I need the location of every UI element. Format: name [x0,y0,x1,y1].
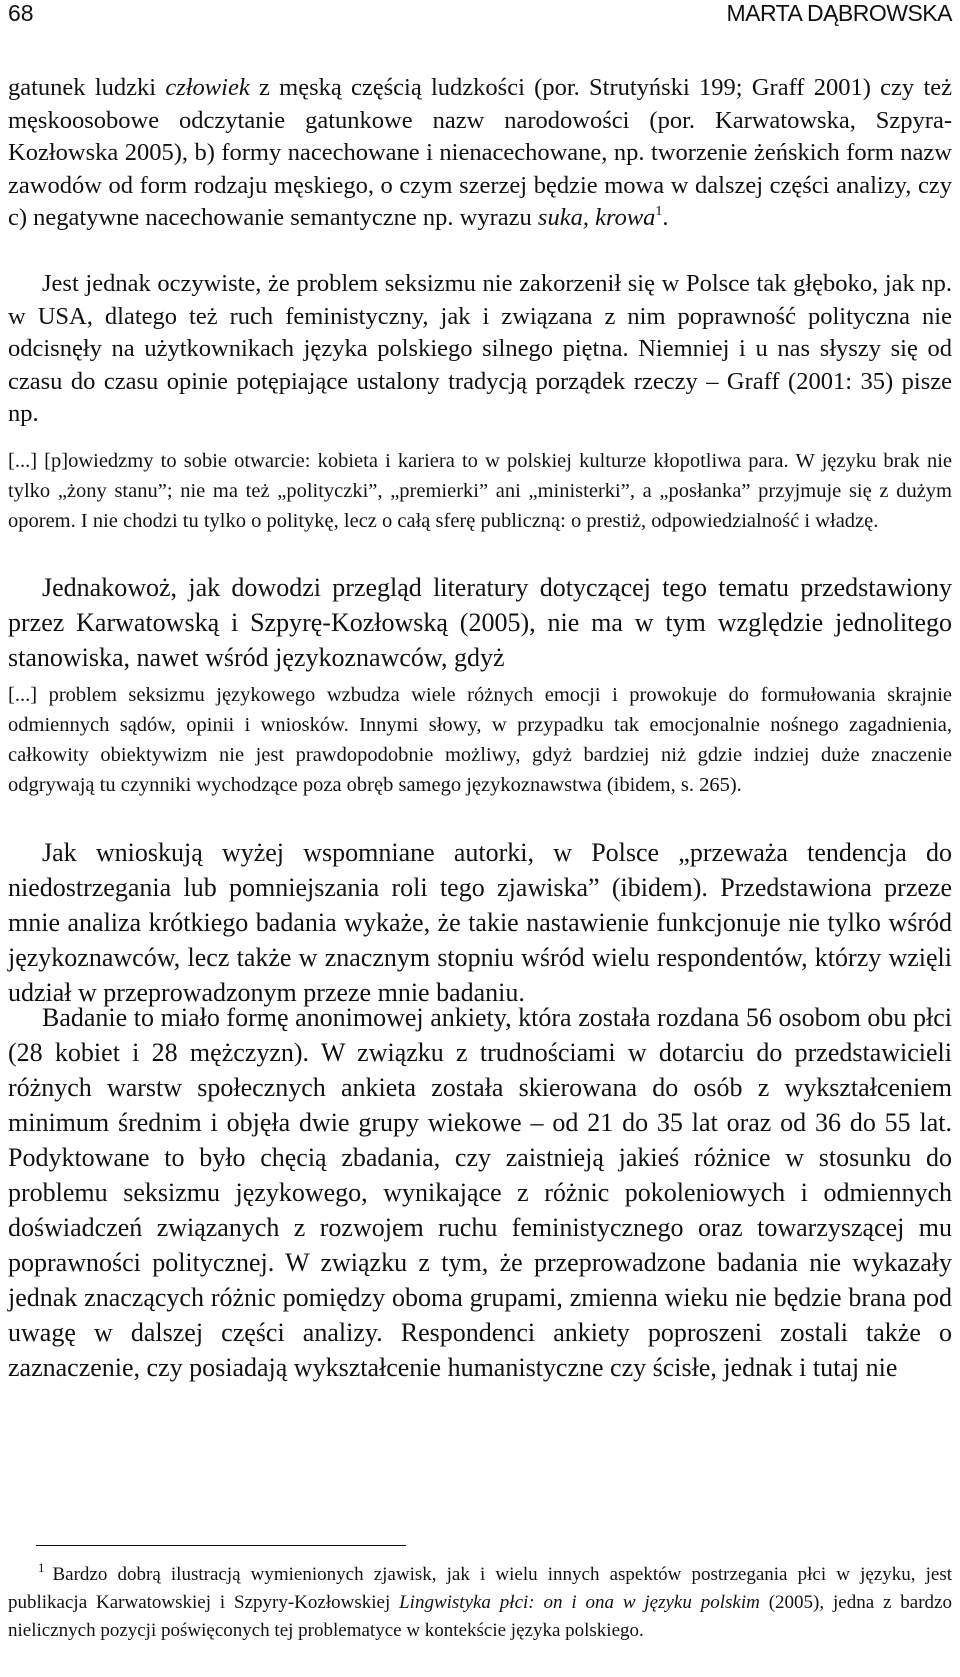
footnote-text-b: (2005), jedna z bardzo nielicznych pozycji poświęconych tej problematyce w kontekście języka polskiego. [8,1592,952,1641]
paragraph-1-italic-term: człowiek [165,74,250,101]
footnote-italic-title: Lingwistyka płci: on i ona w języku polskim [399,1592,760,1613]
paragraph-1-italic-examples: suka, krowa [537,204,656,231]
paragraph-4: Jak wnioskują wyżej wspomniane autorki, w Polsce „przeważa tendencja do niedostrzegania lub pomniejszania roli tego zjawiska” (ibidem). Przedstawiona przeze mnie analiza krótkiego badania wykaże, że takie nastawienie funkcjonuje nie tylko wśród językoznawców, lecz także w znacznym stopniu wśród wielu respondentów, którzy wzięli udział w przeprowadzonym przeze mnie badaniu. [8,838,952,1007]
paragraph-5: Badanie to miało formę anonimowej ankiety, która została rozdana 56 osobom obu płci (28 kobiet i 28 mężczyzn). W związku z trudnościami w dotarciu do przedstawicieli różnych warstw społecznych ankieta została skierowana do osób z wykształceniem minimum średnim i objęła dwie grupy wiekowe – od 21 do 35 lat oraz od 36 do 55 lat. Podyktowane to było chęcią zbadania, czy zaistnieją jakieś różnice w stosunku do problemu seksizmu językowego, wynikające z różnic pokoleniowych i odmiennych doświadczeń związanych z rozwojem ruchu feministycznego oraz towarzyszącej mu poprawności politycznej. W związku z tym, że przeprowadzone badania nie wykazały jednak znaczących różnic pomiędzy oboma grupami, zmienna wieku nie będzie brana pod uwagę w dalszej części analizy. Respondenci ankiety poproszeni zostali także o zaznaczenie, czy posiadają wykształcenie humanistyczne czy ścisłe, jednak i tutaj nie [8,1003,952,1382]
footnote-1 [8,1561,952,1645]
block-quote-1: [...] [p]owiedzmy to sobie otwarcie: kobieta i kariera to w polskiej kulturze kłopotliwa para. W języku brak nie tylko „żony stanu”; nie ma też „polityczki”, „premierki” ani „ministerki”, a „posłanka” przyjmuje się z dużym oporem. I nie chodzi tu tylko o politykę, lecz o całą sferę publiczną: o prestiż, odpowiedzialność i władzę. [8,450,952,532]
running-head [8,0,952,34]
paragraph-1-text-b: z męską częścią ludzkości (por. Strutyński 199; Graff 2001) czy też męskoosobowe odczytanie gatunkowe nazw narodowości (por. Karwatowska, Szpyra-Kozłowska 2005), b) formy nacechowane i nienacechowane, np. tworzenie żeńskich form nazw zawodów od form rodzaju męskiego, o czym szerzej będzie mowa w dalszej części analizy, czy c) negatywne nacechowanie semantyczne np. wyrazu [8,74,952,231]
author-name: MARTA DĄBROWSKA [726,0,952,26]
footnote-divider [36,1545,406,1546]
paragraph-3: Jednakowoż, jak dowodzi przegląd literatury dotyczącej tego tematu przedstawiony przez Karwatowską i Szpyrę-Kozłowską (2005), nie ma w tym względzie jednolitego stanowiska, nawet wśród językoznawców, gdyż [8,573,952,672]
paragraph-2: Jest jednak oczywiste, że problem seksizmu nie zakorzenił się w Polsce tak głęboko, jak np. w USA, dlatego też ruch feministyczny, jak i związana z nim poprawność polityczna nie odcisnęły na użytkownikach języka polskiego silnego piętna. Niemniej i u nas słyszy się od czasu do czasu opinie potępiające ustalony tradycją porządek rzeczy – Graff (2001: 35) pisze np. [8,270,952,427]
block-quote-2: [...] problem seksizmu językowego wzbudza wiele różnych emocji i prowokuje do formułowania skrajnie odmiennych sądów, opinii i wniosków. Innymi słowy, w przypadku tak emocjonalnie nośnego zagadnienia, całkowity obiektywizm nie jest prawdopodobnie możliwy, gdyż bardziej niż gdzie indziej duże znaczenie odgrywają tu czynniki wychodzące poza obręb samego językoznawstwa (ibidem, s. 265). [8,684,952,796]
footnote-mark: 1 [38,1560,45,1575]
paragraph-1-text-c: . [662,204,669,231]
footnote-reference: 1 [655,204,663,219]
footnote-text-a: Bardzo dobrą ilustracją wymienionych zjawisk, jak i wielu innych aspektów postrzegania płci w języku, jest publikacja Karwatowskiej i Szpyry-Kozłowskiej [8,1564,952,1613]
paragraph-1-text-a: gatunek ludzki [8,74,166,101]
page-number: 68 [8,0,34,26]
paragraph-1 [8,72,952,235]
